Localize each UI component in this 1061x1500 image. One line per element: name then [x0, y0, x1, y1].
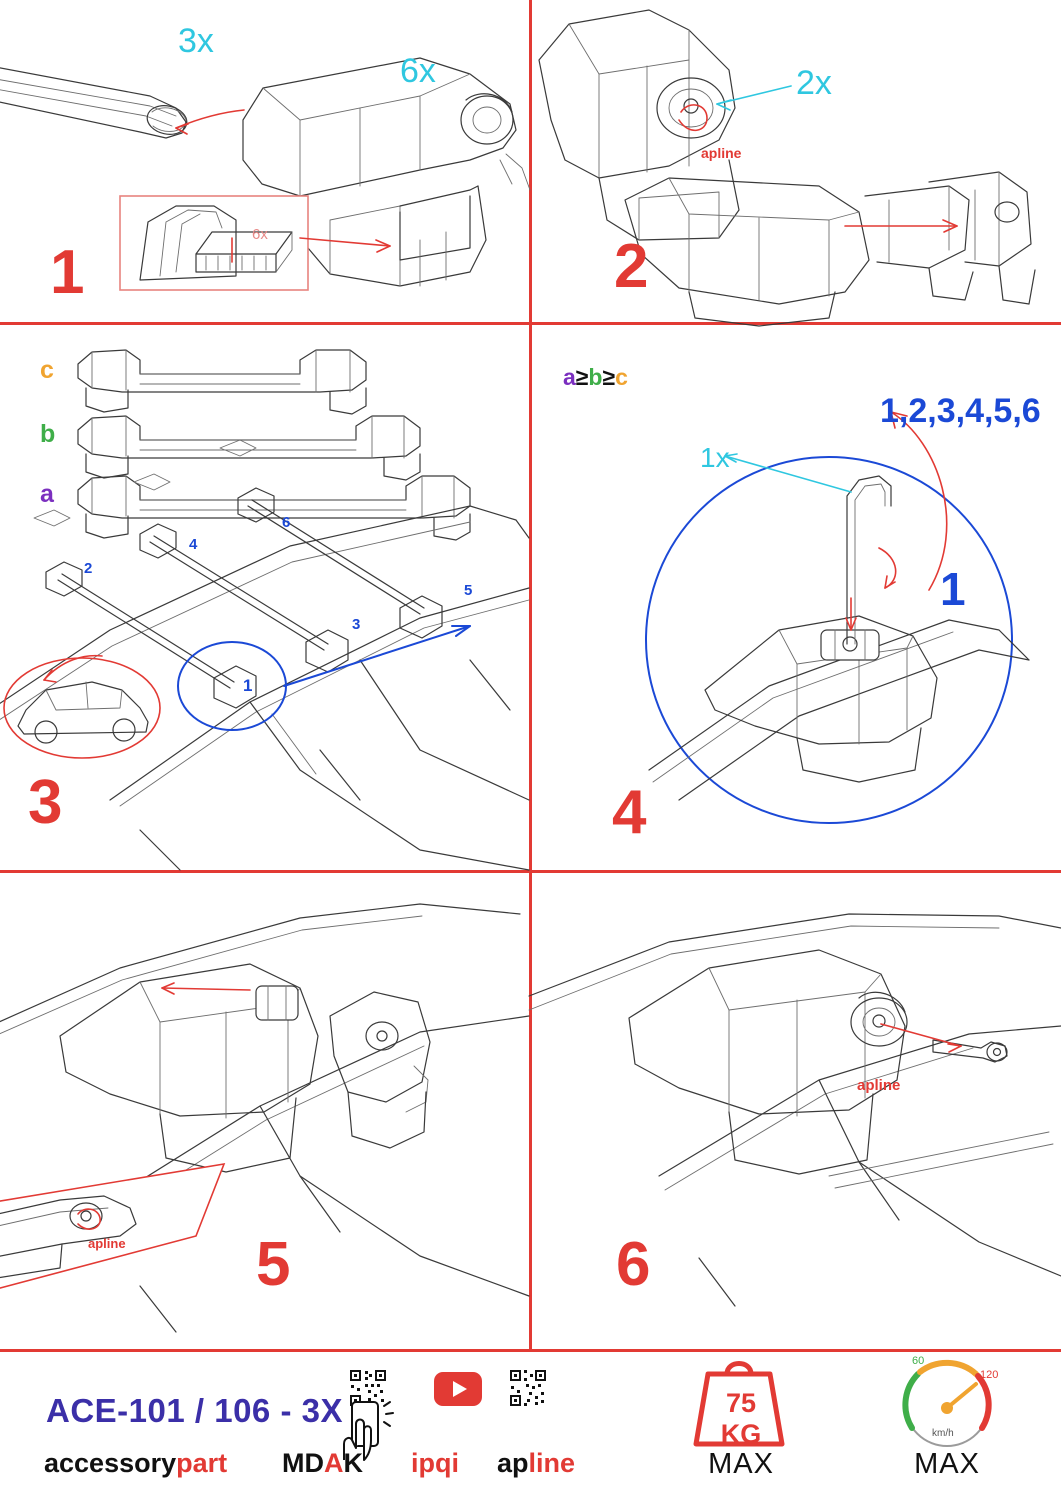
svg-text:apline: apline — [88, 1236, 126, 1251]
product-code: ACE-101 / 106 - 3X — [46, 1392, 343, 1429]
crossbar-variant-b — [78, 416, 420, 480]
brand-ipqi: ipqi — [411, 1448, 459, 1478]
bar-number-2: 2 — [84, 560, 93, 577]
quantity-1x: 1x — [700, 442, 730, 473]
car-direction-icon — [4, 656, 160, 758]
speed-max-label: MAX — [914, 1448, 980, 1480]
bar-number-3: 3 — [352, 616, 361, 633]
quantity-6x-inset: 6x — [252, 226, 268, 243]
quantity-3x: 3x — [178, 22, 214, 60]
order-number-1: 1 — [940, 563, 966, 615]
svg-text:120: 120 — [980, 1369, 999, 1381]
label-variant-b: b — [40, 420, 56, 448]
brand-mdak: MDAK — [282, 1448, 363, 1478]
bar-number-6: 6 — [282, 514, 291, 531]
weight-value: 75 KG — [720, 1388, 762, 1449]
weight-max-label: MAX — [708, 1448, 774, 1480]
svg-text:apline: apline — [857, 1077, 901, 1094]
speedometer-icon — [888, 1348, 1006, 1448]
rack-foot-exploded — [625, 172, 1035, 326]
step-3-illustration — [0, 330, 529, 870]
step-number-1: 1 — [50, 238, 84, 307]
qr-code-icon-2[interactable] — [508, 1368, 548, 1408]
step-2-illustration — [529, 0, 1061, 322]
tighten-sequence: 1,2,3,4,5,6 — [880, 392, 1041, 430]
crossbar-variant-c — [78, 350, 366, 414]
svg-text:km/h: km/h — [932, 1428, 954, 1439]
bar-number-1: 1 — [243, 676, 253, 695]
bar-number-5: 5 — [464, 582, 473, 599]
step-number-2: 2 — [614, 232, 648, 301]
svg-text:60: 60 — [912, 1355, 925, 1367]
roof-rail-scene-6 — [529, 914, 1061, 1306]
label-variant-c: c — [40, 356, 54, 384]
bar-number-4: 4 — [189, 536, 198, 553]
brand-apline: apline — [497, 1448, 576, 1478]
key-icon — [933, 1040, 1007, 1062]
screw-tray-inset — [120, 196, 308, 290]
brand-accessorypart: accessorypart — [44, 1448, 228, 1478]
label-inequality: a≥b≥c — [563, 364, 628, 390]
inset-detail-5 — [0, 1164, 224, 1296]
step-number-3: 3 — [28, 768, 62, 837]
crossbar-profile — [0, 66, 189, 138]
step-number-6: 6 — [616, 1230, 650, 1299]
step-number-5: 5 — [256, 1230, 290, 1299]
label-variant-a: a — [40, 480, 54, 508]
quantity-2x: 2x — [796, 64, 832, 102]
youtube-icon[interactable] — [434, 1372, 482, 1406]
svg-text:apline: apline — [701, 145, 742, 161]
step-6-illustration — [529, 876, 1061, 1346]
step-number-4: 4 — [612, 778, 646, 847]
quantity-6x: 6x — [400, 52, 436, 90]
rack-foot-top-view — [539, 10, 742, 240]
